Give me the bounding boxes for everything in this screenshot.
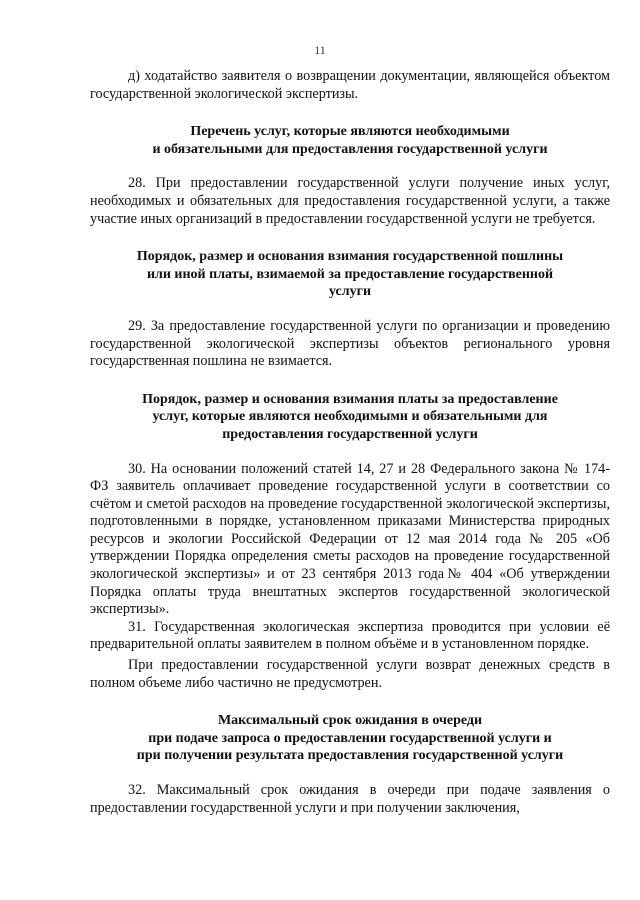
heading-services-list	[90, 123, 610, 158]
heading-line: Порядок, размер и основания взимания государственной пошлины	[136, 249, 564, 265]
page-number: 11	[314, 43, 326, 57]
heading-line: при подаче запроса о предоставлении государственной услуги и	[148, 730, 552, 746]
heading-line: предоставления государственной услуги	[222, 426, 478, 442]
paragraph-31-refund: При предоставлении государственной услуги возврат денежных средств в полном объеме либо частично не предусмотрен.	[90, 657, 610, 691]
paragraph-30: 30. На основании положений статей 14, 27 и 28 Федерального закона № 174-ФЗ заявитель оплачивает проведение государственной услуги в соответствии со счётом и сметой расходов на проведение государственной экологической экспертизы, подготовленными в порядке, установленном приказами Министерства природных ресурсов и экологии Российской Федерации от 12 мая 2014 года № 205 «Об утверждении Порядка определения сметы расходов на проведение государственной экологической экспертизы» и от 23 сентября 2013 года№ 404 «Об утверждении Порядка оплаты труда внештатных экспертов государственной экологической экспертизы».	[90, 460, 610, 618]
heading-line: при получении результата предоставления государственной услуги	[136, 748, 564, 764]
paragraph-32: 32. Максимальный срок ожидания в очереди при подаче заявления о предоставлении государственной услуги и при получении заключения,	[90, 782, 610, 816]
heading-line: Порядок, размер и основания взимания платы за предоставление	[142, 391, 558, 407]
paragraph-29: 29. За предоставление государственной услуги по организации и проведению государственной экологической экспертизы объектов регионального уровня государственная пошлина не взимается.	[90, 317, 610, 370]
heading-line: услуги	[328, 284, 372, 300]
heading-line: Перечень услуг, которые являются необходимыми	[190, 124, 510, 140]
document-body	[90, 68, 610, 817]
heading-line: и обязательными для предоставления государственной услуги	[152, 141, 548, 157]
heading-line: или иной платы, взимаемой за предоставление государственной	[146, 266, 554, 282]
intro-paragraph: д) ходатайство заявителя о возвращении документации, являющейся объектом государственной экологической экспертизы.	[90, 68, 610, 102]
heading-queue-time	[90, 712, 610, 765]
paragraph-28: 28. При предоставлении государственной услуги получение иных услуг, необходимых и обязательных для предоставления государственной услуги, а также участие иных организаций в предоставлении государственной услуги не требуется.	[90, 175, 610, 227]
heading-fee-for-services	[90, 391, 610, 444]
paragraph-31: 31. Государственная экологическая экспертиза проводится при условии её предварительной оплаты заявителем в полном объёме и в установленном порядке.	[90, 618, 610, 653]
heading-line: услуг, которые являются необходимыми и обязательными для	[152, 409, 548, 425]
heading-state-duty	[90, 248, 610, 301]
heading-line: Максимальный срок ожидания в очереди	[217, 713, 483, 729]
